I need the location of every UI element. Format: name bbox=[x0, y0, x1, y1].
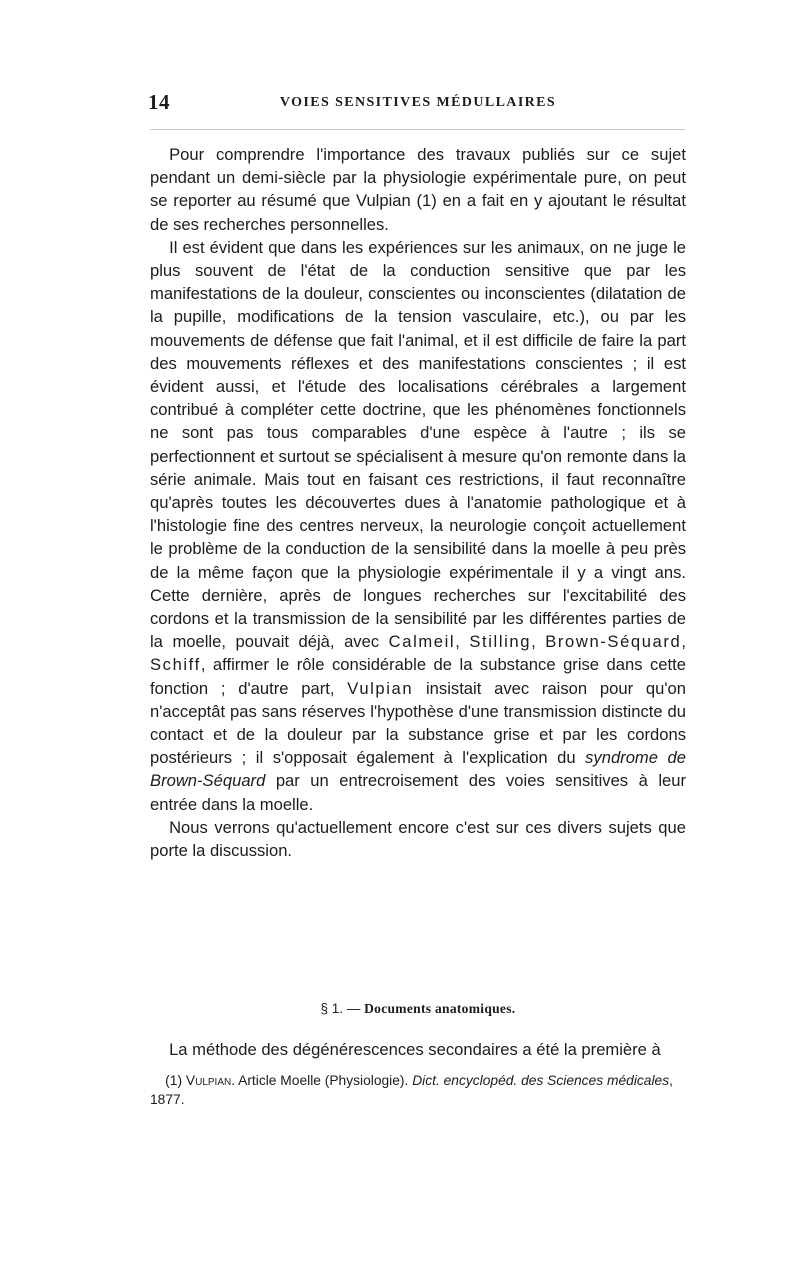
paragraph-3: Nous verrons qu'actuellement encore c'est sur ces divers sujets que porte la discussion. bbox=[150, 817, 686, 861]
footnote-text-a: . Article Moelle (Physiologie). bbox=[231, 1073, 409, 1088]
footnote-text-b: , 1877. bbox=[150, 1073, 673, 1107]
paragraph-2-text-a: Il est évident que dans les expériences sur les animaux, on ne juge le plus souvent de l'état de la conduction sensitive que par les manifestations de la douleur, conscientes ou inconscientes (dilatation de la pupille, modifications de la tension vasculaire, etc.), ou par les mouvements de défense que fait l'animal, et il est difficile de faire la part des mouvements réflexes et des manifestations conscientes ; il est évident aussi, et l'étude des localisations cérébrales a largement contribué à compléter cette doctrine, que les phénomènes fonctionnels ne sont pas tous comparables d'une espèce à l'autre ; ils se perfectionnent et surtout se spécialisent à mesure qu'on remonte dans la série animale. Mais tout en faisant ces restrictions, il faut reconnaître qu'après toutes les découvertes dues à l'anatomie pathologique et à l'histologie fine des centres nerveux, la neurologie conçoit actuellement le problème de la conduction de la sensibilité dans la moelle à peu près de la même façon que la physiologie expérimentale il y a vingt ans. Cette dernière, après de longues recherches sur l'excitabilité des cordons et la transmission de la sensibilité par les différentes parties de la moelle, pouvait déjà, avec bbox=[150, 237, 686, 652]
section-title: Documents anatomiques. bbox=[364, 1001, 516, 1016]
name-separator: , bbox=[681, 632, 686, 652]
footnote-1 bbox=[150, 1071, 686, 1109]
footnote-source: Dict. encyclopéd. des Sciences médicales bbox=[412, 1073, 670, 1088]
footnote-author: Vulpian bbox=[185, 1073, 232, 1088]
section-number: § 1. — bbox=[320, 1001, 361, 1016]
main-text bbox=[150, 143, 686, 862]
author-name-calmeil: Calmeil bbox=[388, 632, 456, 652]
author-name-stilling: Stilling bbox=[469, 632, 532, 652]
paragraph-2-text-d: par un entrecroisement des voies sensitives à leur entrée dans la moelle. bbox=[150, 771, 686, 814]
author-name-schiff: Schiff bbox=[150, 655, 201, 675]
footnote-marker: (1) bbox=[165, 1073, 183, 1088]
footnote bbox=[150, 1071, 686, 1109]
name-separator: , bbox=[455, 632, 460, 652]
paragraph-2-text-c: insistait avec raison pour qu'on n'acceptât pas sans réserves l'hypothèse d'une transmission distincte du contact et de la douleur par la substance grise et par les cordons postérieurs ; il s'opposait également à l'explication du bbox=[150, 678, 686, 768]
paragraph-2 bbox=[150, 236, 686, 816]
header-rule bbox=[150, 129, 685, 130]
author-name-brown-sequard: Brown-Séquard bbox=[545, 632, 682, 652]
page-number: 14 bbox=[148, 90, 170, 114]
running-title: VOIES SENSITIVES MÉDULLAIRES bbox=[279, 95, 557, 110]
name-separator: , bbox=[531, 632, 536, 652]
section-heading bbox=[150, 1000, 686, 1018]
paragraph-2-text-b: , affirmer le rôle considérable de la substance grise dans cette fonction ; d'autre part, bbox=[150, 655, 686, 698]
syndrome-term: syndrome de Brown-Séquard bbox=[150, 748, 686, 791]
section-body bbox=[150, 1038, 686, 1061]
section-paragraph-1: La méthode des dégénérescences secondaires a été la première à bbox=[169, 1040, 661, 1059]
author-name-vulpian: Vulpian bbox=[347, 678, 414, 698]
page-header bbox=[148, 90, 688, 126]
paragraph-1: Pour comprendre l'importance des travaux publiés sur ce sujet pendant un demi-siècle par la physiologie expérimentale pure, on peut se reporter au résumé que Vulpian (1) en a fait en y ajoutant le résultat de ses recherches personnelles. bbox=[150, 145, 686, 234]
